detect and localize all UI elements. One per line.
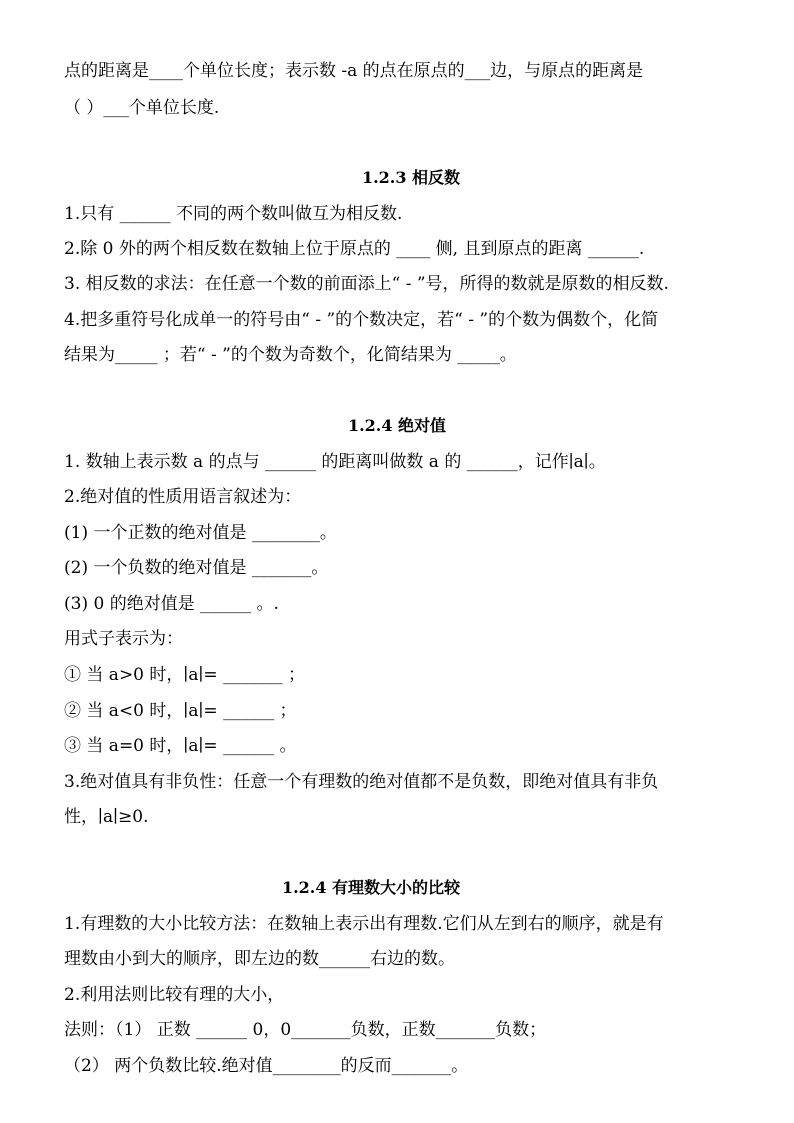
section2-line-2: 2.绝对值的性质用语言叙述为： (64, 487, 302, 507)
section2-line-6: 用式子表示为： (64, 629, 183, 649)
section3-line-4: 法则：（1） 正数 ______ 0，0_______负数，正数_______负数； (64, 1020, 547, 1040)
section2-line-1: 1. 数轴上表示数 a 的点与 ______ 的距离叫做数 a 的 ______，记作∣a∣。 (64, 452, 606, 472)
section3-line-1: 1.有理数的大小比较方法：在数轴上表示出有理数.它们从左到右的顺序，就是有 (64, 914, 664, 934)
section1-line-4: 4.把多重符号化成单一的符号由“ - ”的个数决定，若“ - ”的个数为偶数个，化简 (64, 310, 659, 330)
section-title-compare-rational-numbers: 1.2.4 有理数大小的比较 (281, 878, 461, 897)
section2-line-11: 性，∣a∣≥0. (64, 807, 149, 827)
section1-line-3: 3. 相反数的求法：在任意一个数的前面添上“ - ”号，所得的数就是原数的相反数. (64, 274, 669, 294)
section2-line-7: ① 当 a>0 时，∣a∣= _______ ； (64, 665, 305, 685)
section3-line-2: 理数由小到大的顺序，即左边的数______右边的数。 (64, 949, 455, 969)
section3-line-3: 2.利用法则比较有理的大小， (64, 985, 285, 1005)
section2-line-5: (3) 0 的绝对值是 ______ 。. (64, 594, 279, 614)
section1-line-5: 结果为_____ ；若“ - ”的个数为奇数个，化简结果为 _____。 (64, 345, 517, 365)
section2-line-10: 3.绝对值具有非负性：任意一个有理数的绝对值都不是负数，即绝对值具有非负 (64, 772, 659, 792)
section-title-opposite-numbers: 1.2.3 相反数 (361, 168, 461, 187)
intro-line-1: 点的距离是____个单位长度；表示数 -a 的点在原点的___边，与原点的距离是 (64, 61, 644, 81)
section-title-absolute-value: 1.2.4 绝对值 (347, 416, 447, 435)
section3-line-5: （2） 两个负数比较.绝对值________的反而_______。 (64, 1056, 469, 1076)
section2-line-4: (2) 一个负数的绝对值是 _______。 (64, 558, 329, 578)
section2-line-9: ③ 当 a=0 时，∣a∣= ______ 。 (64, 736, 297, 756)
section2-line-8: ② 当 a<0 时，∣a∣= ______ ； (64, 701, 297, 721)
section1-line-1: 1.只有 ______ 不同的两个数叫做互为相反数. (64, 204, 403, 224)
section1-line-2: 2.除 0 外的两个相反数在数轴上位于原点的 ____ 侧, 且到原点的距离 ______. (64, 239, 645, 259)
intro-line-2: （ ）___个单位长度. (64, 98, 220, 118)
section2-line-3: (1) 一个正数的绝对值是 ________。 (64, 523, 337, 543)
